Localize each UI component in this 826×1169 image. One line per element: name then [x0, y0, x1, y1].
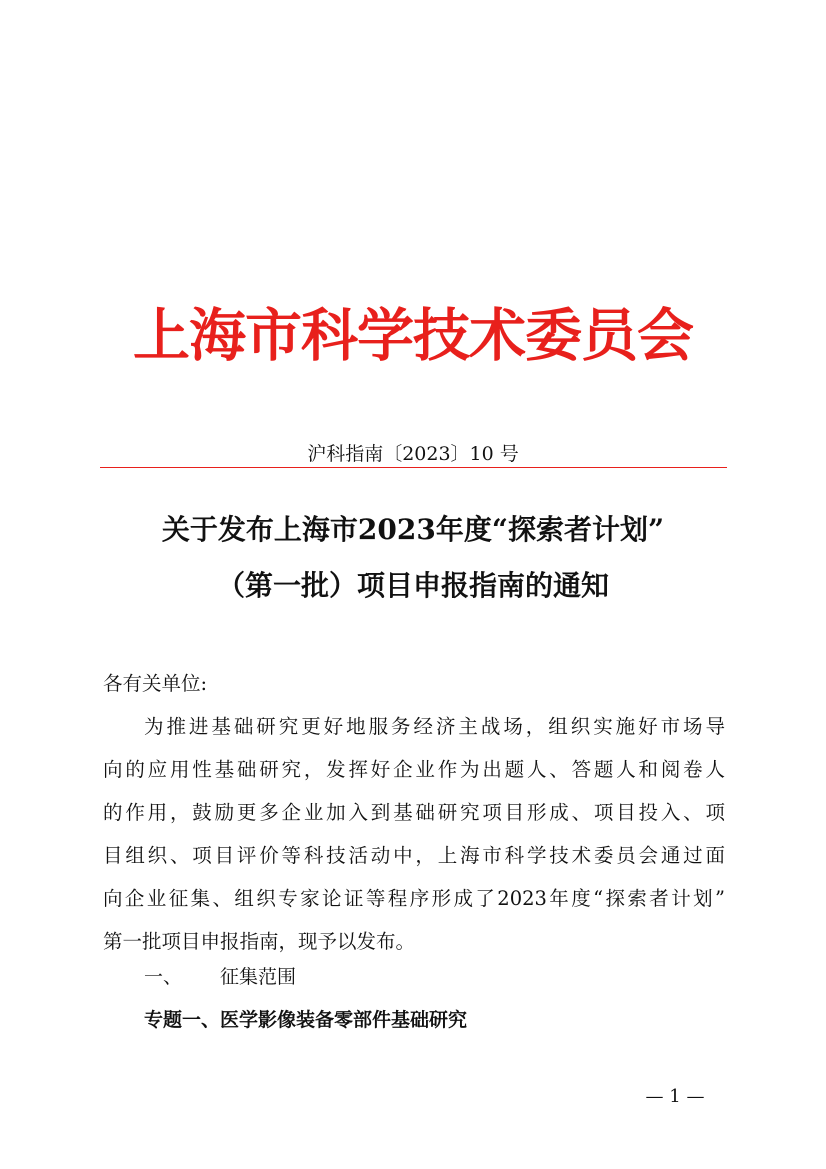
paragraph-line: 第一批项目申报指南，现予以发布。: [103, 930, 416, 953]
paragraph-line: 向的应用性基础研究，发挥好企业作为出题人、答题人和阅卷人: [103, 758, 725, 781]
paragraph-line: 的作用，鼓励更多企业加入到基础研究项目形成、项目投入、项: [103, 801, 725, 824]
subsection-title: 专题一、医学影像装备零部件基础研究: [144, 1009, 468, 1031]
paragraph-line: 为推进基础研究更好地服务经济主战场，组织实施好市场导: [144, 715, 725, 738]
document-number: 沪科指南〔2023〕10 号: [307, 443, 519, 465]
red-divider-line: [100, 467, 727, 468]
section-title: 征集范围: [220, 966, 297, 988]
salutation: 各有关单位:: [103, 672, 208, 695]
notice-title-line-1: 关于发布上海市2023年度“探索者计划”: [161, 513, 665, 546]
paragraph-line: 目组织、项目评价等科技活动中，上海市科学技术委员会通过面: [103, 844, 725, 867]
section-number: 一、: [144, 966, 183, 988]
paragraph-line: 向企业征集、组织专家论证等程序形成了2023年度“探索者计划”: [103, 887, 725, 910]
issuer-name: 上海市科学技术委员会: [133, 302, 693, 369]
page-number: — 1 —: [645, 1086, 705, 1107]
notice-title-line-2: （第一批）项目申报指南的通知: [216, 569, 609, 602]
